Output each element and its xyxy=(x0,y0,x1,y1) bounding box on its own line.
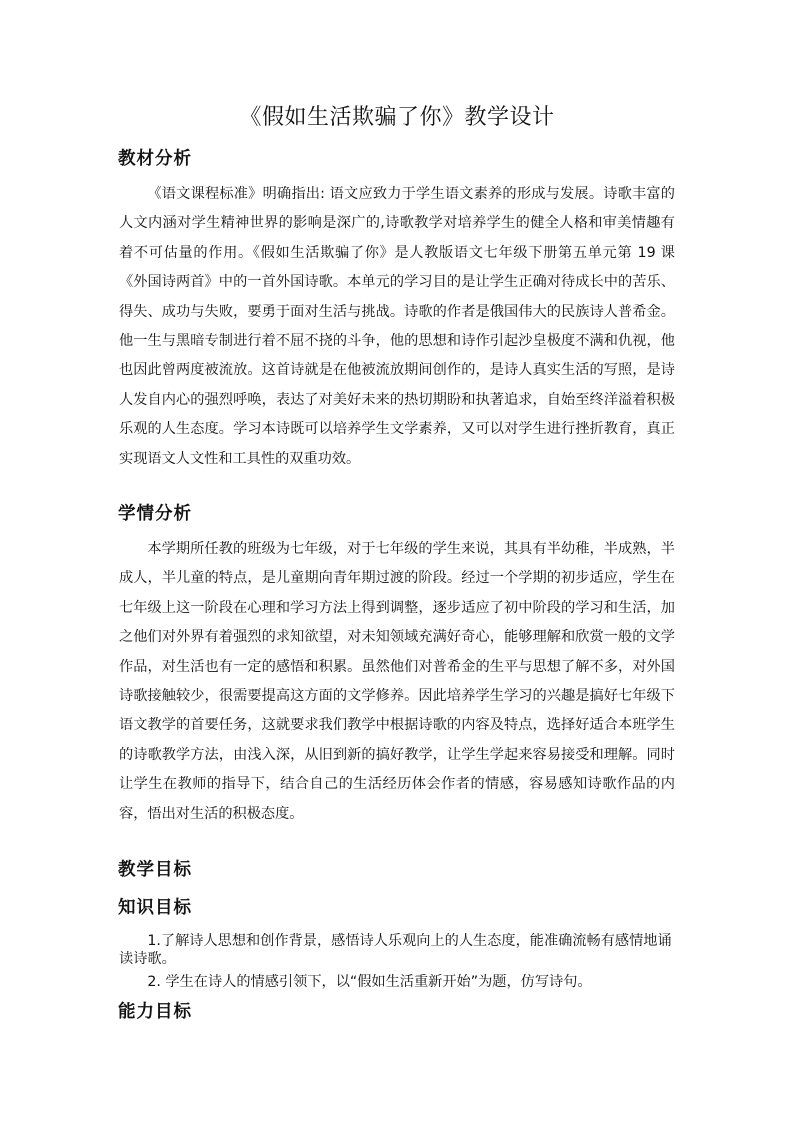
knowledge-goal-item-1: 1.了解诗人思想和创作背景，感悟诗人乐观向上的人生态度，能准确流畅有感情地诵读诗歌。 xyxy=(119,933,672,967)
heading-student-analysis: 学情分析 xyxy=(118,504,192,524)
paragraph-textbook-analysis: 《语文课程标准》明确指出: 语文应致力于学生语文素养的形成与发展。诗歌丰富的人文内涵对学生精神世界的影响是深广的,诗歌教学对培养学生的健全人格和审美情趣有着不可估量的作用。《假如生活欺骗了你》是人教版语文七年级下册第五单元第 19 课《外国诗两首》中的一首外国诗歌。本单元的学习目的是让学生正确对待成长中的苦乐、得失、成功与失败，要勇于面对生活与挑战。诗歌的作者是俄国伟大的民族诗人普希金。他一生与黑暗专制进行着不屈不挠的斗争，他的思想和诗作引起沙皇极度不满和仇视，他也因此曾两度被流放。这首诗就是在他被流放期间创作的，是诗人真实生活的写照，是诗人发自内心的强烈呼唤，表达了对美好未来的热切期盼和执著追求，自始至终洋溢着积极乐观的人生态度。学习本诗既可以培养学生文学素养，又可以对学生进行挫折教育，真正实现语文人文性和工具性的双重功效。 xyxy=(119,186,675,467)
heading-knowledge-goals: 知识目标 xyxy=(118,898,192,918)
heading-teaching-goals: 教学目标 xyxy=(118,860,192,880)
heading-textbook-analysis: 教材分析 xyxy=(118,149,192,169)
heading-ability-goals: 能力目标 xyxy=(118,1002,192,1022)
knowledge-goal-item-2: 2. 学生在诗人的情感引领下，以“假如生活重新开始”为题，仿写诗句。 xyxy=(147,974,592,990)
paragraph-student-analysis: 本学期所任教的班级为七年级，对于七年级的学生来说，其具有半幼稚，半成熟，半成人，半儿童的特点，是儿童期向青年期过渡的阶段。经过一个学期的初步适应，学生在七年级上这一阶段在心理和学习方法上得到调整，逐步适应了初中阶段的学习和生活，加之他们对外界有着强烈的求知欲望，对未知领域充满好奇心，能够理解和欣赏一般的文学作品，对生活也有一定的感悟和积累。虽然他们对普希金的生平与思想了解不多，对外国诗歌接触较少，很需要提高这方面的文学修养。因此培养学生学习的兴趣是搞好七年级下语文教学的首要任务，这就要求我们教学中根据诗歌的内容及特点，选择好适合本班学生的诗歌教学方法，由浅入深，从旧到新的搞好教学，让学生学起来容易接受和理解。同时让学生在教师的指导下，结合自己的生活经历体会作者的情感，容易感知诗歌作品的内容，悟出对生活的积极态度。 xyxy=(119,541,675,822)
document-title: 《假如生活欺骗了你》教学设计 xyxy=(239,105,555,130)
